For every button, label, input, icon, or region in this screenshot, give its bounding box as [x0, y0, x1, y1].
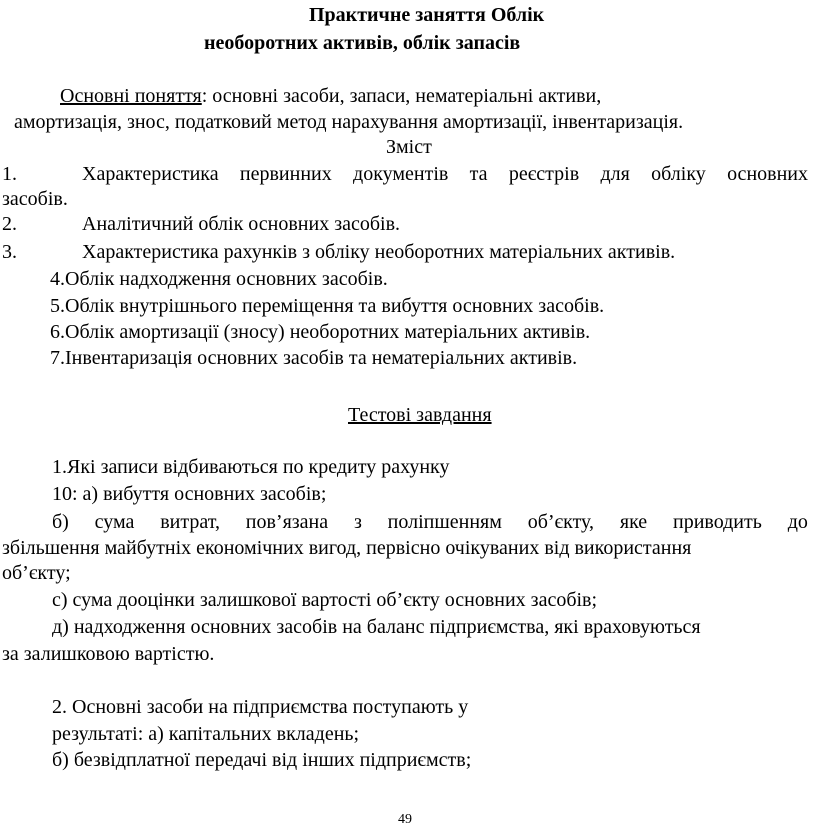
- q2-option-b: б) безвідплатної передачі від інших підприємств;: [52, 749, 472, 771]
- q2-question-line-1: 2. Основні засоби на підприємства поступають у: [52, 696, 469, 718]
- q1-option-b-line-1: [52, 510, 808, 534]
- concepts-line-2: амортизація, знос, податковий метод нарахування амортизації, інвентаризація.: [14, 111, 684, 133]
- word: основних: [727, 163, 808, 185]
- contents-item-3-number: 3.: [2, 241, 17, 263]
- word: об’єкту,: [527, 511, 595, 533]
- word: сума: [94, 511, 135, 533]
- page-title-line-2: необоротних активів, облік запасів: [204, 32, 521, 54]
- word: витрат,: [160, 511, 220, 533]
- word: документів: [353, 163, 449, 185]
- word: яке: [619, 511, 648, 533]
- word: реєстрів: [508, 163, 580, 185]
- word: з: [353, 511, 362, 533]
- word: первинних: [239, 163, 332, 185]
- word: до: [787, 511, 808, 533]
- word: поліпшенням: [387, 511, 502, 533]
- word: обліку: [651, 163, 706, 185]
- concepts-label: Основні поняття: [60, 85, 202, 107]
- q2-question-line-2: результаті: а) капітальних вкладень;: [52, 723, 360, 745]
- contents-item-2-text: Аналітичний облік основних засобів.: [82, 213, 401, 235]
- q1-option-d-line-2: за залишковою вартістю.: [2, 643, 215, 665]
- contents-item-1-line-1: [82, 162, 808, 186]
- contents-item-1-number: 1.: [2, 163, 17, 185]
- concepts-text: : основні засоби, запаси, нематеріальні активи,: [201, 85, 602, 107]
- word: для: [600, 163, 630, 185]
- page-title-line-1: Практичне заняття Облік: [309, 4, 545, 26]
- q1-option-a: 10: а) вибуття основних засобів;: [52, 483, 327, 505]
- page-number: 49: [398, 812, 412, 827]
- contents-item-1-line-2: засобів.: [2, 188, 68, 210]
- q1-option-d-line-1: д) надходження основних засобів на баланс підприємства, які враховуються: [52, 616, 701, 638]
- word: Характеристика: [82, 163, 219, 185]
- q1-option-b-line-3: об’єкту;: [2, 562, 71, 584]
- q1-option-c: с) сума дооцінки залишкової вартості об’єкту основних засобів;: [52, 589, 598, 611]
- concepts-line-1: [60, 84, 601, 108]
- contents-item-3-text: Характеристика рахунків з обліку необоротних матеріальних активів.: [82, 241, 676, 263]
- q1-question: 1.Які записи відбиваються по кредиту рахунку: [52, 456, 450, 478]
- word: пов’язана: [245, 511, 329, 533]
- tests-heading: Тестові завдання: [348, 404, 492, 426]
- contents-item-5: 5.Облік внутрішнього переміщення та вибуття основних засобів.: [50, 295, 605, 317]
- contents-heading: Зміст: [386, 136, 432, 158]
- contents-item-6: 6.Облік амортизації (зносу) необоротних матеріальних активів.: [50, 321, 591, 343]
- contents-item-4: 4.Облік надходження основних засобів.: [50, 268, 388, 290]
- contents-item-2-number: 2.: [2, 213, 17, 235]
- contents-item-7: 7.Інвентаризація основних засобів та нематеріальних активів.: [50, 347, 578, 369]
- word: б): [52, 511, 69, 533]
- word: та: [469, 163, 488, 185]
- word: приводить: [672, 511, 762, 533]
- q1-option-b-line-2: збільшення майбутніх економічних вигод, первісно очікуваних від використання: [2, 537, 692, 559]
